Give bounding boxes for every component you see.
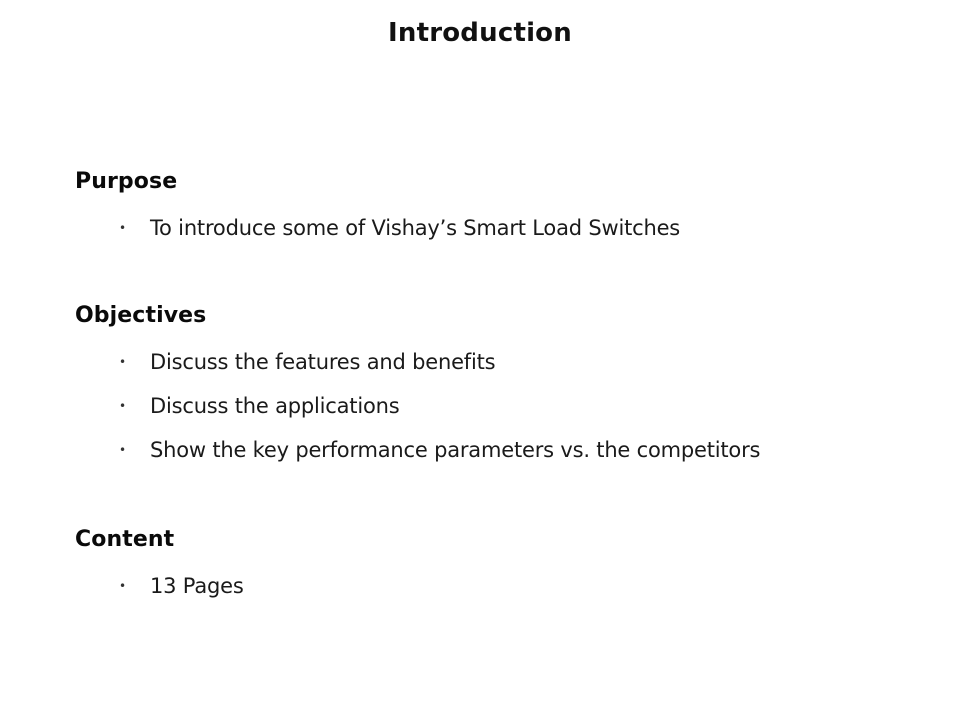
- bullet-icon: •: [119, 221, 126, 235]
- bullet-text: Discuss the applications: [150, 394, 400, 418]
- content-heading: Content: [75, 527, 175, 552]
- list-item: [75, 340, 930, 384]
- section-objectives: [75, 300, 930, 472]
- slide-body: [75, 166, 930, 608]
- section-purpose: [75, 166, 930, 250]
- section-content: [75, 524, 930, 608]
- content-bullet-list: [75, 564, 930, 608]
- bullet-icon: •: [119, 443, 126, 457]
- list-item: [75, 384, 930, 428]
- bullet-text: 13 Pages: [150, 574, 244, 598]
- bullet-text: Show the key performance parameters vs. the competitors: [150, 438, 761, 462]
- purpose-bullet-list: [75, 206, 930, 250]
- bullet-icon: •: [119, 355, 126, 369]
- slide-title: Introduction: [388, 18, 572, 48]
- bullet-text: Discuss the features and benefits: [150, 350, 496, 374]
- list-item: [75, 206, 930, 250]
- purpose-heading: Purpose: [75, 169, 178, 194]
- list-item: [75, 428, 930, 472]
- bullet-text: To introduce some of Vishay’s Smart Load Switches: [150, 216, 681, 240]
- objectives-heading: Objectives: [75, 303, 207, 328]
- bullet-icon: •: [119, 399, 126, 413]
- list-item: [75, 564, 930, 608]
- bullet-icon: •: [119, 579, 126, 593]
- objectives-bullet-list: [75, 340, 930, 472]
